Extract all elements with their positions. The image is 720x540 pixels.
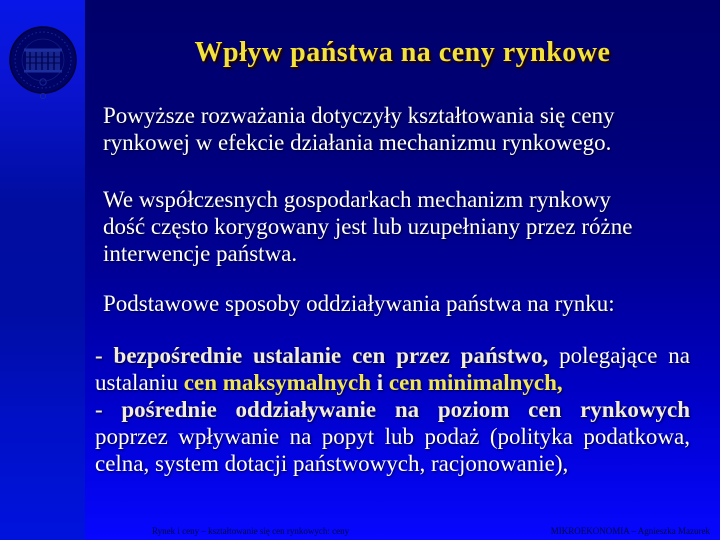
text-line — [95, 342, 690, 369]
text-segment-normal: interwencje państwa. — [103, 241, 298, 266]
text-segment-normal: celna, system dotacji państwowych, racjonowanie), — [95, 451, 569, 476]
text-line — [103, 290, 690, 317]
paragraph-modern-economies — [95, 186, 690, 267]
text-line — [103, 240, 690, 267]
text-segment-bold: i — [371, 370, 389, 395]
text-line — [95, 423, 690, 450]
text-segment-bold: - pośrednie oddziaływanie na poziom cen rynkowych — [95, 397, 690, 422]
text-line — [103, 213, 690, 240]
text-line — [95, 369, 690, 396]
text-segment-yellow: cen minimalnych, — [388, 370, 563, 395]
text-line — [103, 129, 690, 156]
text-segment-normal: polegające na — [548, 343, 690, 368]
body-text — [95, 102, 690, 477]
text-segment-normal: We współczesnych gospodarkach mechanizm rynkowy — [103, 187, 611, 212]
text-segment-yellow: cen maksymalnych — [183, 370, 371, 395]
text-line — [103, 186, 690, 213]
text-segment-normal: dość często korygowany jest lub uzupełniany przez różne — [103, 214, 633, 239]
text-line — [103, 102, 690, 129]
slide-footer — [0, 525, 720, 537]
paragraph-basic-methods-heading — [95, 290, 690, 317]
footer-author-text: MIKROEKONOMIA – Agnieszka Mazurek — [550, 526, 710, 536]
text-line — [95, 450, 690, 477]
slide-title: Wpływ państwa na ceny rynkowe — [194, 37, 611, 68]
footer-course-text: Rynek i ceny – kształtowanie się cen rynkowych: ceny — [152, 526, 350, 536]
slide-left-band — [0, 0, 85, 540]
text-line — [95, 396, 690, 423]
bullet-direct-price-setting — [95, 342, 690, 396]
university-seal-icon — [9, 22, 77, 102]
bullet-indirect-influence — [95, 396, 690, 477]
paragraph-market-mechanism — [95, 102, 690, 156]
text-segment-normal: ustalaniu — [95, 370, 184, 395]
slide-content — [85, 0, 720, 540]
text-segment-normal: Powyższe rozważania dotyczyły kształtowania się ceny — [103, 103, 615, 128]
text-segment-bold: - bezpośrednie ustalanie cen przez państwo, — [95, 343, 549, 368]
text-segment-normal: poprzez wpływanie na popyt lub podaż (polityka podatkowa, — [95, 424, 690, 449]
text-segment-normal: rynkowej w efekcie działania mechanizmu rynkowego. — [103, 130, 612, 155]
text-segment-normal: Podstawowe sposoby oddziaływania państwa na rynku: — [103, 291, 615, 316]
